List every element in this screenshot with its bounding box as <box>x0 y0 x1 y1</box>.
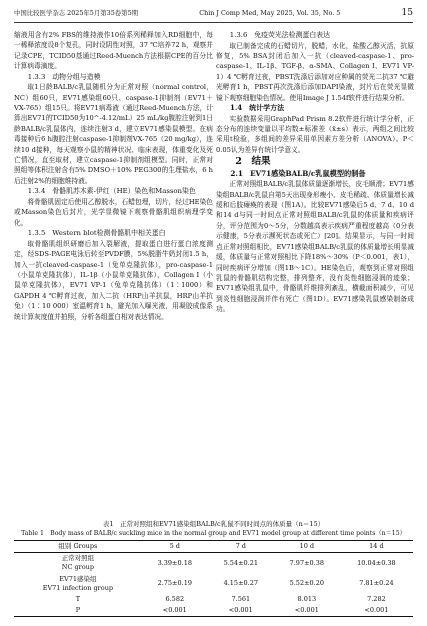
col-header: 组别 Groups <box>14 541 142 553</box>
section-heading: 1.4 统计学方法 <box>230 103 285 113</box>
table-cell: 7.97±0.38 <box>289 558 325 567</box>
table-row <box>14 553 413 574</box>
para: 取骨骼肌组织研磨后加入裂解液，提取蛋白进行蛋白浓度测定，经SDS-PAGE电泳后转至PVDF膜，5%脱脂牛奶封闭1.5 h，加入一抗cleaved-caspase-1（兔单克隆抗体），pro-caspase-1（小鼠单克隆抗体），IL-1β（小鼠单克隆抗体），Collagen Ⅰ（小鼠单克隆抗体），EV71 VP-1（兔单克隆抗体）（1∶1000）和GAPDH 4 ℃孵育过夜，加入二抗（HRP山羊抗鼠，HRP山羊抗兔）（1∶10 000）室温孵育1 h，避光加入曝光液，用凝胶成像系统计算灰度值并拍照，分析各组蛋白相对表达情况。 <box>14 239 213 321</box>
section-heading: 1.3.4 骨骼肌苏木素-伊红（HE）染色和Masson染色 <box>27 187 196 196</box>
caption-cn: 表1 正常对照组和EV71感染组BALB/c乳鼠不同时间点的体质量（n＝15） <box>102 520 325 528</box>
table-cell: 5.54±0.21 <box>223 558 258 567</box>
table-cell: 6.582 <box>165 595 185 604</box>
table-cell: 5.52±0.20 <box>289 579 325 588</box>
table-cell: 7.282 <box>367 595 386 604</box>
left-column <box>14 30 213 322</box>
section-heading: 1.3.5 Western blot检测骨骼肌中相关蛋白 <box>27 229 166 238</box>
para: 取1日龄BALB/c乳鼠随机分为正常对照（normal control，NC）组60只，EV71感染组60只、caspase-1抑制剂（EV71＋VX-765）组15只。将EV71病毒液（通过Reed-Muench方法，计算出EV71的TCID50为10^-4.12/mL）25 mL/kg腹腔注射到1日龄BALB/c乳鼠体内，连续注射3 d，建立EV71感染鼠模型。在病毒接种后6 h腹腔注射caspase-1抑制剂VX-765（20 mg/kg），连续10 d接种，每天观察小鼠的精神状况、临床表现，体重变化及死亡情况，直至取材，建立caspase-1抑制剂组模型。同时，正常对照组等体积注射含有5% DMSO＋10% PEG300的生理盐水，6 h后注射2%的细胞维持液。 <box>14 83 213 185</box>
table-cell: <0.001 <box>208 605 274 617</box>
table-row <box>14 605 413 617</box>
table-cell: <0.001 <box>142 605 208 617</box>
table-cell: <0.001 <box>340 605 413 617</box>
table-row <box>14 574 413 594</box>
col-header: 10 d <box>274 541 340 553</box>
section-heading: 2.1 EV71感染BALB/c乳鼠模型的制备 <box>230 169 366 179</box>
section-heading: 1.3.3 动物分组与造模 <box>27 72 101 81</box>
table-cell: 7.561 <box>231 595 251 604</box>
group-cell: EV71感染组 EV71 infection group <box>42 574 114 592</box>
table-cell: <0.001 <box>274 605 340 617</box>
header-rule <box>14 22 413 23</box>
journal-cn: 中国比较医学杂志 2025年5月第35卷第5期 <box>14 9 139 17</box>
table-caption <box>14 520 413 538</box>
table-header-row <box>14 541 413 553</box>
group-cell: T <box>75 595 81 604</box>
table-cell: 8.013 <box>297 595 317 604</box>
caption-en: Table 1 Body mass of BALB/c suckling mice in the normal group and EV71 model group at different time points（n＝15） <box>21 530 406 537</box>
running-header <box>14 6 413 20</box>
para: 将骨骼肌固定后使用乙醇脱水，石蜡包埋，切片，经过HE染色或Masson染色后封片，光学显微镜下观察骨骼肌组织病理学变化。 <box>14 197 213 227</box>
group-cell: 正常对照组 NC group <box>61 554 95 572</box>
para: 取已制备完成的石蜡切片，脱蜡，水化，盐酸乙醇灭活，抗原修复，5% BSA封闭后加入一抗（cleaved-caspase-1、pro-caspase-1、IL-1β、TGF-β、α-SMA、Collagen Ⅰ、EV71 VP-1）4 ℃孵育过夜，PBST洗涤后添加对应种属的荧光二抗37 ℃避光孵育1 h，PBST再次洗涤后添加DAPI染液，封片后在荧光显微镜下观察细胞染色情况。使用Image J 1.54f软件进行结果分析。 <box>216 41 414 102</box>
col-header: 5 d <box>142 541 208 553</box>
col-header: 7 d <box>208 541 274 553</box>
table-cell: 7.81±0.24 <box>359 579 394 588</box>
table-cell: 4.15±0.27 <box>223 579 258 588</box>
table-cell: 10.04±0.38 <box>357 558 396 567</box>
table-cell: 2.75±0.19 <box>157 579 192 588</box>
para: 缩液用含有2% FBS的维持液作10倍系列稀释加入RD细胞中，每一稀释浓度设8个复孔，同时设阴性对照，37 ℃培养72 h，观察并记录CPE，TCID50基通过Reed-Muench方法根据CPE的百分比计算病毒滴度。 <box>14 31 213 71</box>
table-cell: 3.39±0.18 <box>157 558 192 567</box>
para: 正常对照组BALB/c乳鼠体质量逐渐增长，皮毛顺滑；EV71感染组BALB/c乳鼠自第5天出现身形瘦小、皮毛稀疏、体质量增长减缓和后肢瘫痪的表现（图1A）。比较EV71感染后5 d、7 d、10 d和14 d与同一时间点正常对照组BALB/c乳鼠的体质量和疾病评分，评分范围为0～5分，分数越高表示疾病严重程度越高（0分表示健康，5分表示濒死状态或死亡）[20]。结果显示，与同一时间点正常对照组相比，EV71感染组BALB/c乳鼠的体质量增长明显减缓，体质量与正常对照相比下降18%～30%（P＜0.001，表1），同时疾病评分增加（图1B～1C）。HE染色后，观察到正常对照组乳鼠的骨骼肌结构完整，排列整齐，没有炎性细胞浸润的迹象；EV71感染组乳鼠中，骨骼肌纤维排列紊乱，横截面积减少，可见到炎性细胞浸润并伴有死亡（图1D）。EV71感染乳鼠感染制备成功。 <box>216 180 414 314</box>
journal-en: Chin J Comp Med, May 2025, Vol. 35, No. 5 <box>199 9 341 17</box>
col-header: 14 d <box>340 541 413 553</box>
data-table <box>14 540 413 617</box>
group-cell: P <box>14 605 142 617</box>
right-column <box>216 30 414 315</box>
para: 实验数据采用GraphPad Prism 8.2软件进行统计学分析，正态分布的连续变量以平均数±标准差（x̄±s）表示，两组之间比较采用t检验，多组间的差异采用单因素方差分析（ANOVA）。P＜0.05认为差异有统计学意义。 <box>216 114 414 154</box>
section-heading: 2 结果 <box>235 156 271 168</box>
section-heading: 1.3.6 免疫荧光法检测蛋白表达 <box>229 31 331 39</box>
table-row <box>14 594 413 605</box>
page-number: 15 <box>401 8 413 18</box>
